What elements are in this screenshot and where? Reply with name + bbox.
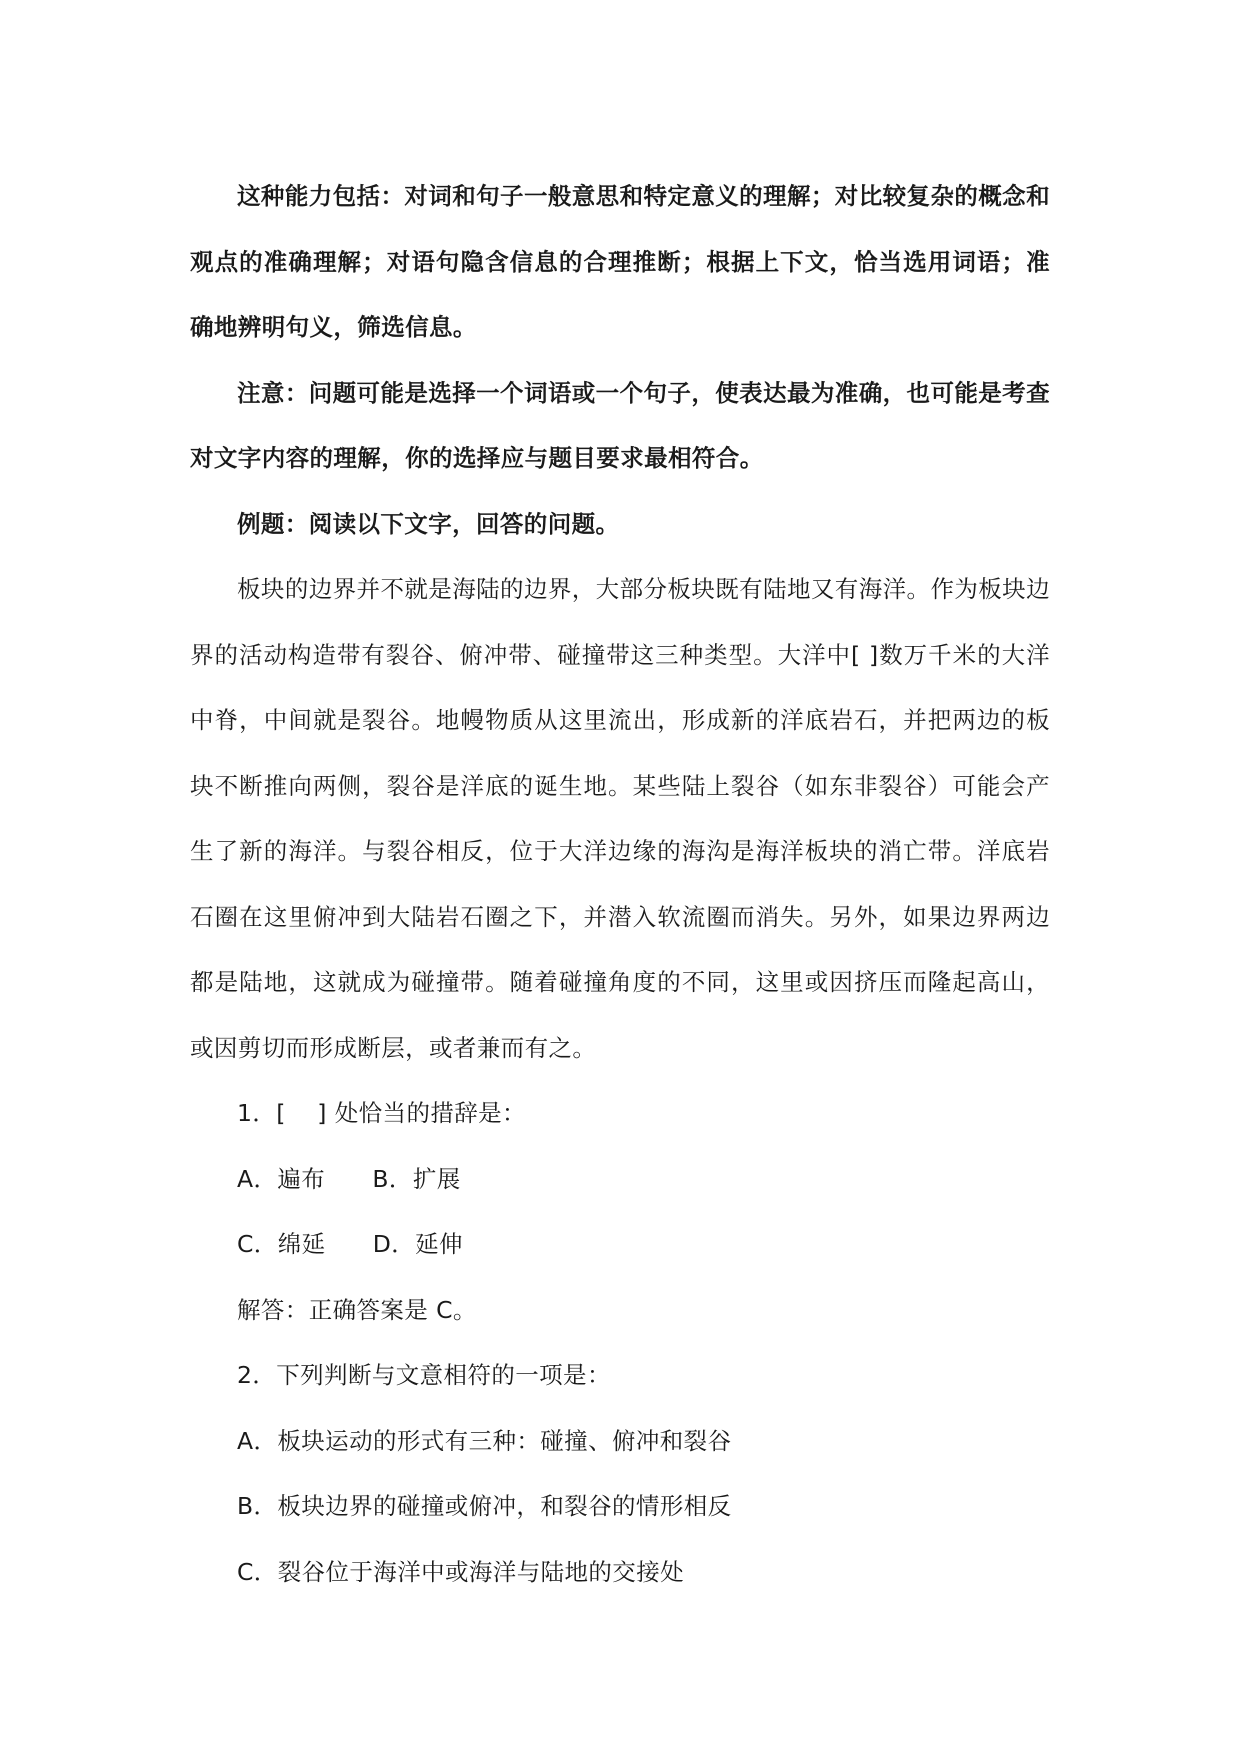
note-paragraph: 注意：问题可能是选择一个词语或一个句子，使表达最为准确，也可能是考查对文字内容的理解，你的选择应与题目要求最相符合。: [190, 378, 1050, 472]
question-1-options-ab: A．遍布 B．扩展: [237, 1164, 461, 1193]
question-1-options-cd: C．绵延 D．延伸: [237, 1230, 463, 1258]
question-2-stem: 2．下列判断与文意相符的一项是：: [237, 1361, 611, 1389]
example-heading: 例题：阅读以下文字，回答的问题。: [237, 509, 620, 538]
passage-paragraph: 板块的边界并不就是海陆的边界，大部分板块既有陆地又有海洋。作为板块边界的活动构造带有裂谷、俯冲带、碰撞带这三种类型。大洋中[ ]数万千米的大洋中脊，中间就是裂谷。地幔物质从这里流出，形成新的洋底岩石，并把两边的板块不断推向两侧，裂谷是洋底的诞生地。某些陆上裂谷（如东非裂谷）可能会产生了新的海洋。与裂谷相反，位于大洋边缘的海沟是海洋板块的消亡带。洋底岩石圈在这里俯冲到大陆岩石圈之下，并潜入软流圈而消失。另外，如果边界两边都是陆地，这就成为碰撞带。随着碰撞角度的不同，这里或因挤压而隆起高山，或因剪切而形成断层，或者兼而有之。: [190, 575, 1050, 1062]
document-body: [190, 164, 1050, 1605]
question-2-option-a: A．板块运动的形式有三种：碰撞、俯冲和裂谷: [237, 1426, 732, 1455]
question-2-option-c: C．裂谷位于海洋中或海洋与陆地的交接处: [237, 1557, 685, 1586]
question-1-stem: 1．[ ] 处恰当的措辞是：: [237, 1099, 526, 1127]
question-1-answer: 解答：正确答案是 C。: [237, 1295, 477, 1324]
question-2-option-b: B．板块边界的碰撞或俯冲，和裂谷的情形相反: [237, 1492, 732, 1520]
ability-paragraph: 这种能力包括：对词和句子一般意思和特定意义的理解；对比较复杂的概念和观点的准确理解；对语句隐含信息的合理推断；根据上下文，恰当选用词语；准确地辨明句义，筛选信息。: [190, 182, 1050, 341]
